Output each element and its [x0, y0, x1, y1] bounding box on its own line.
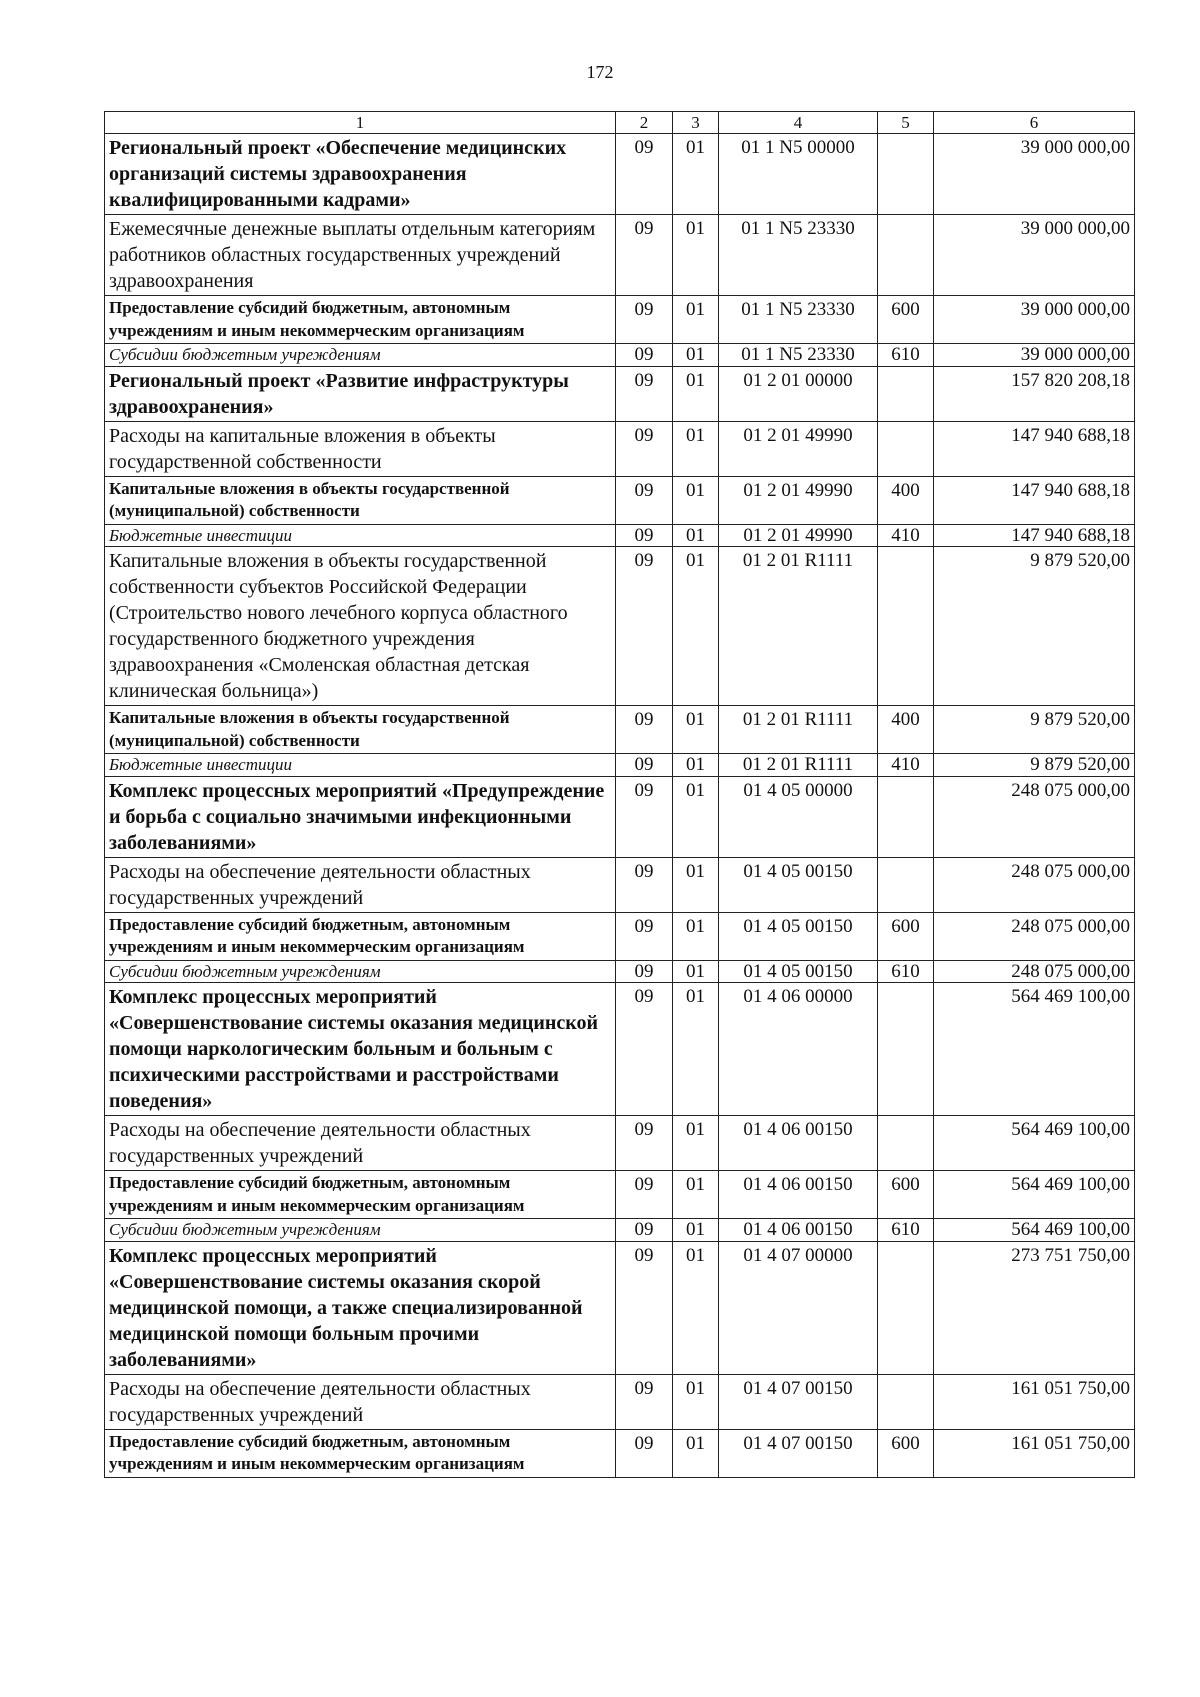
section-code: 09 — [616, 296, 673, 344]
amount: 564 469 100,00 — [934, 1171, 1135, 1219]
amount: 248 075 000,00 — [934, 776, 1135, 857]
row-name: Региональный проект «Развитие инфраструктуры здравоохранения» — [105, 366, 616, 421]
expense-type-code: 600 — [878, 1171, 934, 1219]
header-col-4: 4 — [719, 112, 878, 134]
section-code: 09 — [616, 1171, 673, 1219]
table-row — [105, 1171, 1135, 1219]
section-code: 09 — [616, 344, 673, 367]
table-row — [105, 215, 1135, 296]
amount: 248 075 000,00 — [934, 960, 1135, 983]
row-name: Предоставление субсидий бюджетным, автономным учреждениям и иным некоммерческим организациям — [105, 1429, 616, 1477]
row-name: Предоставление субсидий бюджетным, автономным учреждениям и иным некоммерческим организациям — [105, 912, 616, 960]
section-code: 09 — [616, 960, 673, 983]
section-code: 09 — [616, 776, 673, 857]
expense-type-code — [878, 983, 934, 1116]
expense-type-code — [878, 1116, 934, 1171]
row-name: Бюджетные инвестиции — [105, 754, 616, 777]
amount: 9 879 520,00 — [934, 706, 1135, 754]
amount: 161 051 750,00 — [934, 1374, 1135, 1429]
table-row — [105, 134, 1135, 215]
expense-type-code: 410 — [878, 754, 934, 777]
amount: 564 469 100,00 — [934, 1116, 1135, 1171]
section-code: 09 — [616, 706, 673, 754]
row-name: Расходы на обеспечение деятельности областных государственных учреждений — [105, 1374, 616, 1429]
expense-type-code — [878, 1241, 934, 1374]
table-row — [105, 547, 1135, 706]
subsection-code: 01 — [673, 857, 719, 912]
expense-type-code — [878, 547, 934, 706]
row-name: Расходы на обеспечение деятельности областных государственных учреждений — [105, 1116, 616, 1171]
table-row — [105, 1374, 1135, 1429]
table-row — [105, 983, 1135, 1116]
subsection-code: 01 — [673, 983, 719, 1116]
subsection-code: 01 — [673, 706, 719, 754]
row-name: Ежемесячные денежные выплаты отдельным категориям работников областных государственных учреждений здравоохранения — [105, 215, 616, 296]
budget-table — [104, 111, 1135, 1478]
target-article-code: 01 2 01 00000 — [719, 366, 878, 421]
header-col-2: 2 — [616, 112, 673, 134]
amount: 248 075 000,00 — [934, 912, 1135, 960]
target-article-code: 01 1 N5 23330 — [719, 296, 878, 344]
expense-type-code — [878, 1374, 934, 1429]
header-row — [105, 112, 1135, 134]
target-article-code: 01 2 01 R1111 — [719, 547, 878, 706]
target-article-code: 01 4 05 00150 — [719, 960, 878, 983]
row-name: Бюджетные инвестиции — [105, 524, 616, 547]
target-article-code: 01 4 07 00000 — [719, 1241, 878, 1374]
section-code: 09 — [616, 983, 673, 1116]
subsection-code: 01 — [673, 1171, 719, 1219]
amount: 39 000 000,00 — [934, 134, 1135, 215]
section-code: 09 — [616, 476, 673, 524]
header-col-6: 6 — [934, 112, 1135, 134]
section-code: 09 — [616, 1116, 673, 1171]
table-row — [105, 706, 1135, 754]
subsection-code: 01 — [673, 1241, 719, 1374]
amount: 147 940 688,18 — [934, 476, 1135, 524]
target-article-code: 01 2 01 R1111 — [719, 754, 878, 777]
amount: 39 000 000,00 — [934, 215, 1135, 296]
subsection-code: 01 — [673, 1374, 719, 1429]
section-code: 09 — [616, 1429, 673, 1477]
amount: 161 051 750,00 — [934, 1429, 1135, 1477]
amount: 39 000 000,00 — [934, 344, 1135, 367]
section-code: 09 — [616, 912, 673, 960]
expense-type-code: 610 — [878, 344, 934, 367]
section-code: 09 — [616, 857, 673, 912]
row-name: Капитальные вложения в объекты государственной собственности субъектов Российской Федерации (Строительство нового лечебного корпуса областного государственного бюджетного учреждения здравоохранения «Смоленская областная детская клиническая больница») — [105, 547, 616, 706]
expense-type-code: 610 — [878, 960, 934, 983]
table-row — [105, 1241, 1135, 1374]
expense-type-code: 410 — [878, 524, 934, 547]
target-article-code: 01 4 05 00150 — [719, 857, 878, 912]
expense-type-code: 400 — [878, 706, 934, 754]
expense-type-code: 600 — [878, 1429, 934, 1477]
row-name: Комплекс процессных мероприятий «Совершенствование системы оказания скорой медицинской помощи, а также специализированной медицинской помощи больным прочими заболеваниями» — [105, 1241, 616, 1374]
amount: 39 000 000,00 — [934, 296, 1135, 344]
table-row — [105, 776, 1135, 857]
row-name: Предоставление субсидий бюджетным, автономным учреждениям и иным некоммерческим организациям — [105, 1171, 616, 1219]
expense-type-code: 600 — [878, 912, 934, 960]
target-article-code: 01 2 01 R1111 — [719, 706, 878, 754]
target-article-code: 01 1 N5 23330 — [719, 215, 878, 296]
target-article-code: 01 4 06 00150 — [719, 1171, 878, 1219]
page-number: 172 — [586, 62, 614, 82]
subsection-code: 01 — [673, 912, 719, 960]
subsection-code: 01 — [673, 524, 719, 547]
amount: 564 469 100,00 — [934, 983, 1135, 1116]
subsection-code: 01 — [673, 960, 719, 983]
expense-type-code — [878, 134, 934, 215]
target-article-code: 01 4 07 00150 — [719, 1374, 878, 1429]
target-article-code: 01 4 06 00150 — [719, 1116, 878, 1171]
row-name: Расходы на капитальные вложения в объекты государственной собственности — [105, 421, 616, 476]
section-code: 09 — [616, 1374, 673, 1429]
subsection-code: 01 — [673, 421, 719, 476]
header-col-5: 5 — [878, 112, 934, 134]
table-row — [105, 912, 1135, 960]
target-article-code: 01 1 N5 23330 — [719, 344, 878, 367]
subsection-code: 01 — [673, 547, 719, 706]
target-article-code: 01 1 N5 00000 — [719, 134, 878, 215]
subsection-code: 01 — [673, 134, 719, 215]
row-name: Капитальные вложения в объекты государственной (муниципальной) собственности — [105, 476, 616, 524]
table-row — [105, 421, 1135, 476]
row-name: Региональный проект «Обеспечение медицинских организаций системы здравоохранения квалифицированными кадрами» — [105, 134, 616, 215]
target-article-code: 01 2 01 49990 — [719, 524, 878, 547]
table-row — [105, 960, 1135, 983]
target-article-code: 01 4 06 00000 — [719, 983, 878, 1116]
expense-type-code — [878, 215, 934, 296]
section-code: 09 — [616, 215, 673, 296]
subsection-code: 01 — [673, 754, 719, 777]
section-code: 09 — [616, 547, 673, 706]
expense-type-code — [878, 857, 934, 912]
expense-type-code — [878, 421, 934, 476]
subsection-code: 01 — [673, 476, 719, 524]
subsection-code: 01 — [673, 215, 719, 296]
table-row — [105, 754, 1135, 777]
row-name: Субсидии бюджетным учреждениям — [105, 960, 616, 983]
amount: 273 751 750,00 — [934, 1241, 1135, 1374]
subsection-code: 01 — [673, 344, 719, 367]
row-name: Предоставление субсидий бюджетным, автономным учреждениям и иным некоммерческим организациям — [105, 296, 616, 344]
target-article-code: 01 4 05 00150 — [719, 912, 878, 960]
section-code: 09 — [616, 1219, 673, 1242]
amount: 147 940 688,18 — [934, 421, 1135, 476]
expense-type-code: 610 — [878, 1219, 934, 1242]
amount: 9 879 520,00 — [934, 754, 1135, 777]
table-row — [105, 1429, 1135, 1477]
table-row — [105, 296, 1135, 344]
row-name: Расходы на обеспечение деятельности областных государственных учреждений — [105, 857, 616, 912]
section-code: 09 — [616, 1241, 673, 1374]
header-col-3: 3 — [673, 112, 719, 134]
table-row — [105, 1116, 1135, 1171]
subsection-code: 01 — [673, 1116, 719, 1171]
target-article-code: 01 2 01 49990 — [719, 476, 878, 524]
target-article-code: 01 2 01 49990 — [719, 421, 878, 476]
target-article-code: 01 4 05 00000 — [719, 776, 878, 857]
section-code: 09 — [616, 754, 673, 777]
table-row — [105, 524, 1135, 547]
subsection-code: 01 — [673, 296, 719, 344]
table-row — [105, 1219, 1135, 1242]
row-name: Комплекс процессных мероприятий «Совершенствование системы оказания медицинской помощи наркологическим больным и больным с психическими расстройствами и расстройствами поведения» — [105, 983, 616, 1116]
section-code: 09 — [616, 366, 673, 421]
amount: 248 075 000,00 — [934, 857, 1135, 912]
header-col-1: 1 — [105, 112, 616, 134]
section-code: 09 — [616, 134, 673, 215]
amount: 564 469 100,00 — [934, 1219, 1135, 1242]
expense-type-code — [878, 776, 934, 857]
row-name: Комплекс процессных мероприятий «Предупреждение и борьба с социально значимыми инфекционными заболеваниями» — [105, 776, 616, 857]
row-name: Субсидии бюджетным учреждениям — [105, 344, 616, 367]
row-name: Капитальные вложения в объекты государственной (муниципальной) собственности — [105, 706, 616, 754]
table-row — [105, 344, 1135, 367]
subsection-code: 01 — [673, 366, 719, 421]
table-row — [105, 857, 1135, 912]
amount: 157 820 208,18 — [934, 366, 1135, 421]
subsection-code: 01 — [673, 776, 719, 857]
target-article-code: 01 4 07 00150 — [719, 1429, 878, 1477]
section-code: 09 — [616, 524, 673, 547]
amount: 147 940 688,18 — [934, 524, 1135, 547]
expense-type-code: 600 — [878, 296, 934, 344]
expense-type-code: 400 — [878, 476, 934, 524]
amount: 9 879 520,00 — [934, 547, 1135, 706]
subsection-code: 01 — [673, 1219, 719, 1242]
table-row — [105, 366, 1135, 421]
expense-type-code — [878, 366, 934, 421]
subsection-code: 01 — [673, 1429, 719, 1477]
budget-table-body — [105, 112, 1135, 1478]
target-article-code: 01 4 06 00150 — [719, 1219, 878, 1242]
section-code: 09 — [616, 421, 673, 476]
row-name: Субсидии бюджетным учреждениям — [105, 1219, 616, 1242]
table-row — [105, 476, 1135, 524]
